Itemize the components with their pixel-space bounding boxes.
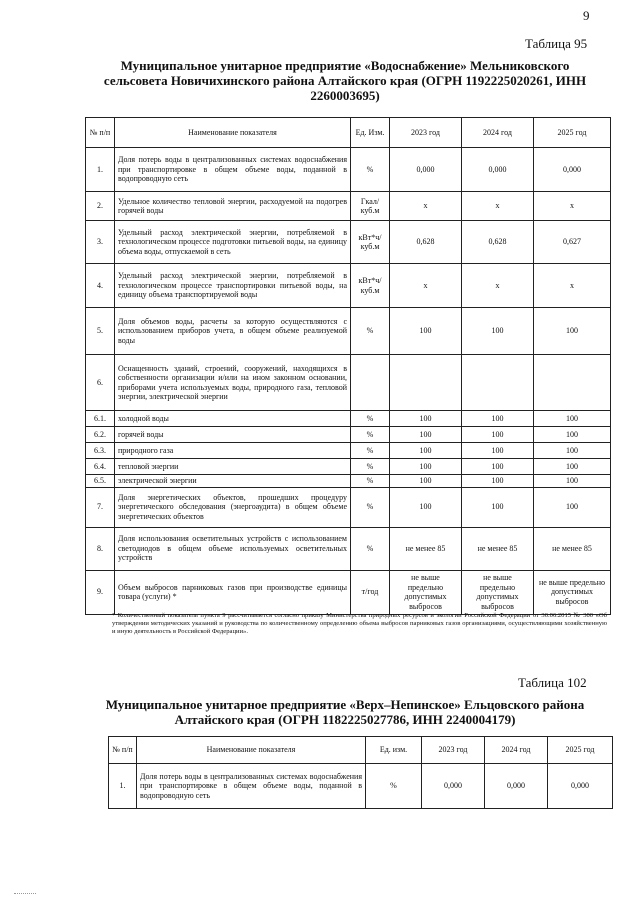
row-unit: %	[351, 427, 390, 443]
header-2025: 2025 год	[548, 737, 613, 764]
row-unit: %	[351, 308, 390, 355]
row-value-2023: 0,000	[422, 764, 485, 809]
row-num: 6.	[86, 355, 115, 411]
row-value-2025: не выше предельно допустимых выбросов	[534, 570, 611, 614]
row-name: Доля потерь воды в централизованных системах водоснабжения при транспортировке в общем объеме воды, поданной в водопроводную сеть	[137, 764, 366, 809]
table-row	[86, 221, 611, 264]
table-row	[86, 355, 611, 411]
row-value-2023: не менее 85	[390, 527, 462, 570]
row-unit: %	[351, 459, 390, 475]
header-2024: 2024 год	[485, 737, 548, 764]
row-num: 3.	[86, 221, 115, 264]
row-value-2023: 100	[390, 487, 462, 527]
footnote: * Количественный показатель пункта 9 рассчитывается согласно приказу Министерства природных ресурсов и экологии Российской Федерации от 30.06.2015 № 300 «Об утверждении методических указаний и руководства по количественному определению объема выбросов парниковых газов организациями, осуществляющими хозяйственную и иную деятельность в Российской Федерации».	[112, 612, 607, 635]
row-value-2023: 100	[390, 411, 462, 427]
row-num: 6.1.	[86, 411, 115, 427]
row-value-2025: 0,627	[534, 221, 611, 264]
row-value-2025: х	[534, 264, 611, 308]
row-name: Удельный расход электрической энергии, потребляемой в технологическом процессе подготовки питьевой воды, на единицу объема воды, отпускаемой в сеть	[115, 221, 351, 264]
header-name: Наименование показателя	[137, 737, 366, 764]
table-102	[108, 736, 613, 809]
table-95-label: Таблица 95	[525, 36, 588, 51]
header-name: Наименование показателя	[115, 118, 351, 148]
table-row	[86, 411, 611, 427]
header-num: № п/п	[86, 118, 115, 148]
row-value-2023: 0,628	[390, 221, 462, 264]
row-unit: %	[351, 527, 390, 570]
row-name: горячей воды	[115, 427, 351, 443]
row-value-2023: х	[390, 264, 462, 308]
table-row	[86, 570, 611, 614]
table-row	[86, 427, 611, 443]
row-value-2025: х	[534, 192, 611, 221]
table-row	[109, 764, 613, 809]
row-value-2023: х	[390, 192, 462, 221]
row-value-2025: 100	[534, 475, 611, 488]
row-num: 9.	[86, 570, 115, 614]
row-value-2024: 100	[462, 459, 534, 475]
table-102-title: Муниципальное унитарное предприятие «Верх–Непинское» Ельцовского района Алтайского края (ОГРН 1182225027786, ИНН 2240004179)	[105, 697, 585, 727]
row-value-2025: 100	[534, 487, 611, 527]
row-num: 1.	[109, 764, 137, 809]
table-95-title: Муниципальное унитарное предприятие «Водоснабжение» Мельниковского сельсовета Новичихинского района Алтайского края (ОГРН 1192225020261, ИНН 2260003695)	[103, 58, 587, 103]
row-num: 2.	[86, 192, 115, 221]
row-value-2024: 100	[462, 427, 534, 443]
row-value-2024: 100	[462, 308, 534, 355]
table-row	[86, 459, 611, 475]
row-value-2024: 100	[462, 487, 534, 527]
row-value-2024: 100	[462, 475, 534, 488]
row-name: электрической энергии	[115, 475, 351, 488]
row-name: Удельное количество тепловой энергии, расходуемой на подогрев горячей воды	[115, 192, 351, 221]
row-value-2024: 0,000	[485, 764, 548, 809]
row-value-2025: 100	[534, 308, 611, 355]
header-unit: Ед. Изм.	[351, 118, 390, 148]
row-num: 6.5.	[86, 475, 115, 488]
row-value-2023: не выше предельно допустимых выбросов	[390, 570, 462, 614]
scan-mark	[14, 893, 36, 897]
row-value-2024: х	[462, 264, 534, 308]
row-name: Доля потерь воды в централизованных системах водоснабжения при транспортировке в общем объеме воды, поданной в водопроводную сеть	[115, 148, 351, 192]
row-num: 6.4.	[86, 459, 115, 475]
header-2023: 2023 год	[390, 118, 462, 148]
row-unit: %	[351, 148, 390, 192]
row-unit: т/год	[351, 570, 390, 614]
row-unit: %	[351, 475, 390, 488]
table-row	[86, 192, 611, 221]
row-value-2025: 100	[534, 427, 611, 443]
row-value-2025	[534, 355, 611, 411]
row-name: холодной воды	[115, 411, 351, 427]
row-name: Доля объемов воды, расчеты за которую осуществляются с использованием приборов учета, в общем объеме реализуемой воды	[115, 308, 351, 355]
row-value-2025: не менее 85	[534, 527, 611, 570]
table-row	[86, 264, 611, 308]
table-row	[86, 475, 611, 488]
row-value-2024: 100	[462, 411, 534, 427]
row-unit: Гкал/куб.м	[351, 192, 390, 221]
row-unit	[351, 355, 390, 411]
table-row	[86, 487, 611, 527]
row-unit: %	[351, 487, 390, 527]
row-value-2025: 0,000	[548, 764, 613, 809]
row-num: 7.	[86, 487, 115, 527]
row-name: Доля использования осветительных устройств с использованием светодиодов в общем объеме используемых осветительных устройств	[115, 527, 351, 570]
row-unit: кВт*ч/куб.м	[351, 221, 390, 264]
row-name: Объем выбросов парниковых газов при производстве единицы товара (услуги) *	[115, 570, 351, 614]
row-value-2025: 0,000	[534, 148, 611, 192]
row-num: 1.	[86, 148, 115, 192]
row-value-2023: 100	[390, 443, 462, 459]
row-num: 8.	[86, 527, 115, 570]
row-value-2024: 100	[462, 443, 534, 459]
row-value-2023	[390, 355, 462, 411]
header-2025: 2025 год	[534, 118, 611, 148]
row-value-2025: 100	[534, 443, 611, 459]
row-value-2023: 100	[390, 459, 462, 475]
row-value-2023: 100	[390, 475, 462, 488]
row-name: Удельный расход электрической энергии, потребляемой в технологическом процессе транспортировки питьевой воды, на единицу объема транспортируемой воды	[115, 264, 351, 308]
row-value-2024: 0,000	[462, 148, 534, 192]
table-row	[86, 308, 611, 355]
row-value-2025: 100	[534, 411, 611, 427]
row-unit: %	[366, 764, 422, 809]
table-row	[86, 148, 611, 192]
row-name: тепловой энергии	[115, 459, 351, 475]
table-row	[86, 527, 611, 570]
row-value-2024: х	[462, 192, 534, 221]
row-name: Оснащенность зданий, строений, сооружений, находящихся в собственности организации и/или на ином законном основании, приборами учета используемых воды, природного газа, тепловой энергии, электрической энергии	[115, 355, 351, 411]
row-value-2024: не выше предельно допустимых выбросов	[462, 570, 534, 614]
row-value-2024: не менее 85	[462, 527, 534, 570]
header-2023: 2023 год	[422, 737, 485, 764]
header-num: № п/п	[109, 737, 137, 764]
row-unit: %	[351, 443, 390, 459]
header-unit: Ед. изм.	[366, 737, 422, 764]
header-2024: 2024 год	[462, 118, 534, 148]
row-value-2024	[462, 355, 534, 411]
table-95	[85, 117, 611, 615]
row-unit: кВт*ч/куб.м	[351, 264, 390, 308]
row-value-2024: 0,628	[462, 221, 534, 264]
row-num: 6.3.	[86, 443, 115, 459]
row-name: природного газа	[115, 443, 351, 459]
row-value-2023: 100	[390, 308, 462, 355]
row-num: 5.	[86, 308, 115, 355]
row-value-2023: 100	[390, 427, 462, 443]
row-num: 6.2.	[86, 427, 115, 443]
row-name: Доля энергетических объектов, прошедших процедуру энергетического обследования (энергоаудита) в общем объеме энергетических объектов	[115, 487, 351, 527]
page-number: 9	[583, 8, 590, 23]
row-value-2025: 100	[534, 459, 611, 475]
row-num: 4.	[86, 264, 115, 308]
row-unit: %	[351, 411, 390, 427]
table-row	[86, 443, 611, 459]
table-102-label: Таблица 102	[518, 675, 587, 690]
row-value-2023: 0,000	[390, 148, 462, 192]
